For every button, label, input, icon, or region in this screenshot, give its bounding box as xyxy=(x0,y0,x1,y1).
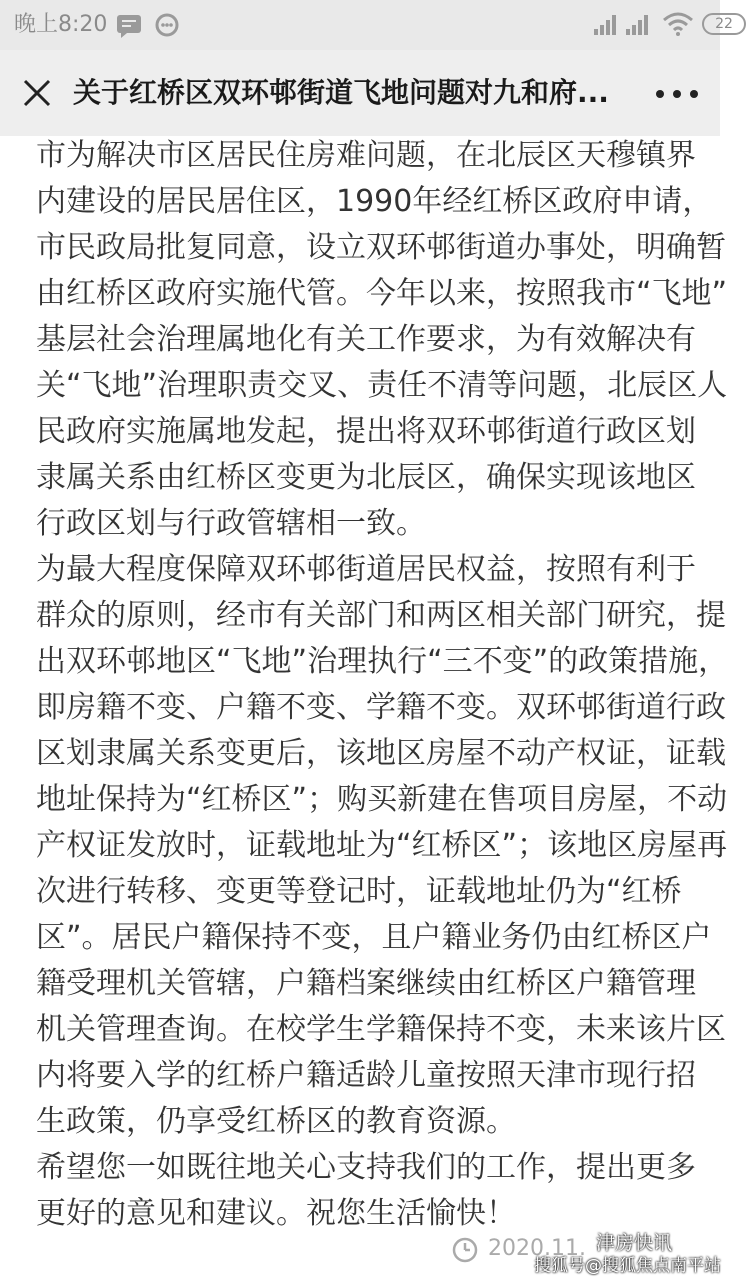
article-body xyxy=(0,136,729,1280)
message-icon xyxy=(116,14,142,38)
article-line: 地址保持为“红桥区”；购买新建在售项目房屋，不动 xyxy=(36,782,728,817)
battery-level: 22 xyxy=(715,16,733,32)
article-line: 群众的原则，经市有关部门和两区相关部门研究，提 xyxy=(36,598,726,633)
article-line: 市为解决市区居民住房难问题，在北辰区天穆镇界 xyxy=(36,138,696,173)
status-bar xyxy=(0,0,733,50)
article-line: 籍受理机关管辖，户籍档案继续由红桥区户籍管理 xyxy=(36,966,696,1001)
article-line: 由红桥区政府实施代管。今年以来，按照我市“飞地” xyxy=(36,276,728,311)
publish-time-text: 2020.11. xyxy=(488,1236,586,1261)
article-line: 为最大程度保障双环邨街道居民权益，按照有利于 xyxy=(36,552,696,587)
close-icon xyxy=(12,68,62,118)
article-line: 内将要入学的红桥户籍适龄儿童按照天津市现行招 xyxy=(36,1058,696,1093)
article-line: 机关管理查询。在校学生学籍保持不变，未来该片区 xyxy=(36,1012,726,1047)
signal-icon xyxy=(624,11,658,37)
wifi-icon xyxy=(662,11,694,37)
more-button[interactable] xyxy=(650,80,704,108)
article-line: 隶属关系由红桥区变更为北辰区，确保实现该地区 xyxy=(36,460,696,495)
article-line: 生政策，仍享受红桥区的教育资源。 xyxy=(36,1104,516,1139)
article-line: 即房籍不变、户籍不变、学籍不变。双环邨街道行政 xyxy=(36,690,726,725)
watermark-platform: 搜狐号@搜狐焦点南平站 xyxy=(534,1256,721,1276)
article-line: 区”。居民户籍保持不变，且户籍业务仍由红桥区户 xyxy=(36,920,712,955)
article-line: 行政区划与行政管辖相一致。 xyxy=(36,506,426,541)
status-time: 晚上8:20 xyxy=(14,12,108,37)
clock-icon xyxy=(450,1235,480,1265)
article-line: 基层社会治理属地化有关工作要求，为有效解决有 xyxy=(36,322,696,357)
title-bar xyxy=(0,50,720,136)
article-line: 出双环邨地区“飞地”治理执行“三不变”的政策措施， xyxy=(36,644,729,679)
chat-bubble-icon xyxy=(154,14,180,38)
signal-icon xyxy=(592,11,626,37)
page-title: 关于红桥区双环邨街道飞地问题对九和府... xyxy=(73,76,609,109)
article-line: 希望您一如既往地关心支持我们的工作，提出更多 xyxy=(36,1150,696,1185)
article-line: 更好的意见和建议。祝您生活愉快！ xyxy=(36,1196,516,1231)
article-line: 次进行转移、变更等登记时，证载地址仍为“红桥 xyxy=(36,874,682,909)
close-button[interactable] xyxy=(12,68,62,118)
battery-icon xyxy=(702,13,746,35)
article-line: 民政府实施属地发起，提出将双环邨街道行政区划 xyxy=(36,414,696,449)
article-line: 产权证发放时，证载地址为“红桥区”；该地区房屋再 xyxy=(36,828,728,863)
more-icon xyxy=(650,80,704,108)
article-line: 市民政局批复同意，设立双环邨街道办事处，明确暂 xyxy=(36,230,726,265)
article-line: 区划隶属关系变更后，该地区房屋不动产权证，证载 xyxy=(36,736,726,771)
article-line: 内建设的居民居住区，1990年经红桥区政府申请， xyxy=(36,184,713,219)
article-line: 关“飞地”治理职责交叉、责任不清等问题，北辰区人 xyxy=(36,368,728,403)
watermark-source: 津房快讯 xyxy=(596,1232,673,1254)
